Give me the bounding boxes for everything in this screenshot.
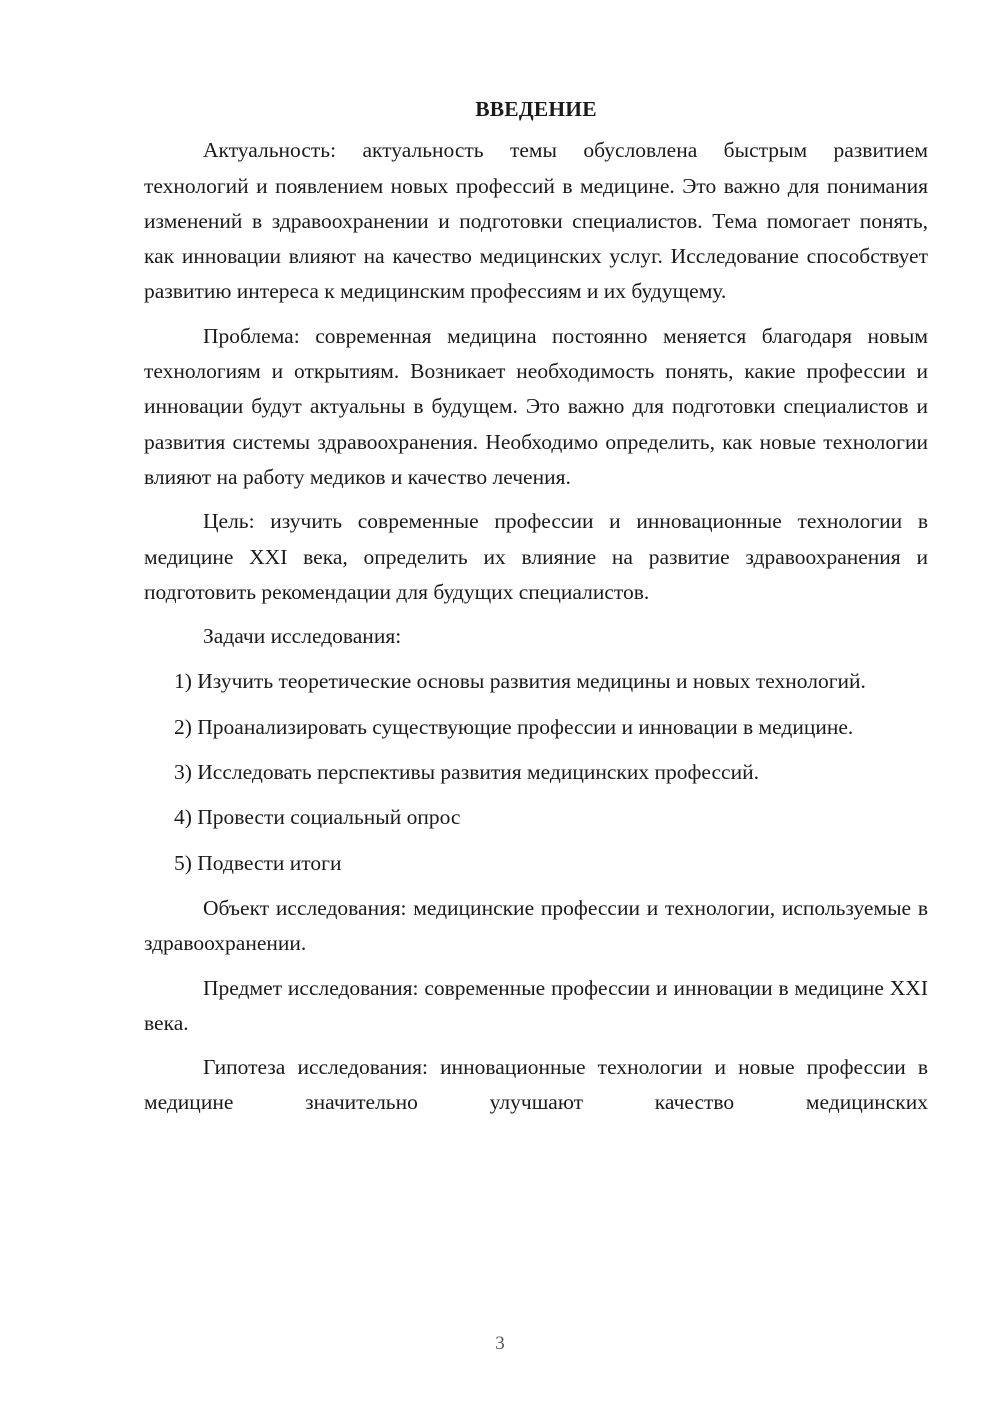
subject-paragraph: Предмет исследования: современные профессии и инновации в медицине XXI века.	[144, 975, 928, 1035]
object-paragraph: Объект исследования: медицинские профессии и технологии, используемые в здравоохранении.	[144, 895, 928, 956]
task-item-5: 5) Подвести итоги	[174, 850, 342, 875]
document-page	[144, 92, 928, 1130]
page-number: 3	[495, 1333, 505, 1354]
goal-paragraph: Цель: изучить современные профессии и инновационные технологии в медицине XXI века, определить их влияние на развитие здравоохранения и подготовить рекомендации для будущих специалистов.	[144, 509, 928, 604]
task-item-1: 1) Изучить теоретические основы развития медицины и новых технологий.	[174, 669, 866, 694]
tasks-title: Задачи исследования:	[203, 624, 402, 649]
task-item-3: 3) Исследовать перспективы развития медицинских профессий.	[174, 760, 759, 785]
relevance-paragraph: Актуальность: актуальность темы обусловлена быстрым развитием технологий и появлением новых профессий в медицине. Это важно для понимания изменений в здравоохранении и подготовки специалистов. Тема помогает понять, как инновации влияют на качество медицинских услуг. Исследование способствует развитию интереса к медицинским профессиям и их будущему.	[144, 138, 928, 304]
task-item-2: 2) Проанализировать существующие профессии и инновации в медицине.	[174, 714, 854, 739]
hypothesis-paragraph: Гипотеза исследования: инновационные технологии и новые профессии в медицине значительно улучшают качество медицинских	[144, 1055, 928, 1115]
task-item-4: 4) Провести социальный опрос	[174, 805, 461, 830]
problem-paragraph: Проблема: современная медицина постоянно меняется благодаря новым технологиям и открытиям. Возникает необходимость понять, какие профессии и инновации будут актуальны в будущем. Это важно для подготовки специалистов и развития системы здравоохранения. Необходимо определить, как новые технологии влияют на работу медиков и качество лечения.	[144, 323, 928, 489]
page-title: ВВЕДЕНИЕ	[475, 97, 597, 121]
